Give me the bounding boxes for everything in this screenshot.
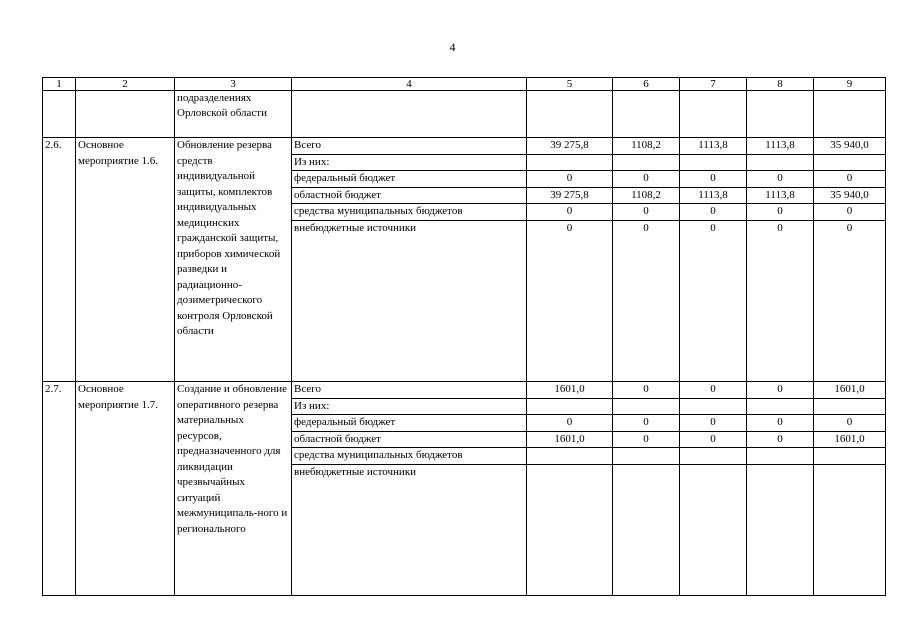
value-col-7: 0 (680, 171, 747, 188)
value-col-8 (747, 154, 814, 171)
value-col-8 (747, 398, 814, 415)
value-col-8: 0 (747, 382, 814, 399)
header-col-4: 4 (292, 78, 527, 91)
value-col-9: 1601,0 (814, 431, 886, 448)
value-col-5: 0 (527, 204, 613, 221)
cell (292, 236, 527, 382)
header-col-7: 7 (680, 78, 747, 91)
value-col-7 (680, 398, 747, 415)
value-col-5: 0 (527, 171, 613, 188)
funding-source: внебюджетные источники (292, 464, 527, 480)
cell (613, 480, 680, 596)
value-col-8: 0 (747, 204, 814, 221)
cell (680, 480, 747, 596)
funding-source: Из них: (292, 398, 527, 415)
funding-source: Всего (292, 382, 527, 399)
continuation-description: подразделениях Орловской области (175, 91, 292, 138)
value-col-9: 0 (814, 204, 886, 221)
value-col-9: 0 (814, 220, 886, 236)
value-col-7: 0 (680, 204, 747, 221)
header-col-2: 2 (76, 78, 175, 91)
value-col-5: 1601,0 (527, 382, 613, 399)
value-col-7: 0 (680, 220, 747, 236)
funding-source: областной бюджет (292, 187, 527, 204)
section-description: Обновление резерва средств индивидуальной защиты, комплектов индивидуальных медицинских гражданской защиты, приборов химической разведки и радиационно-дозиметрического контроля Орловской области (175, 138, 292, 382)
value-col-9 (814, 398, 886, 415)
value-col-5 (527, 398, 613, 415)
cell (747, 236, 814, 382)
continuation-row (43, 91, 886, 138)
cell (747, 91, 814, 138)
cell (527, 236, 613, 382)
section-name: Основное мероприятие 1.6. (76, 138, 175, 382)
value-col-7: 0 (680, 382, 747, 399)
table-row (43, 138, 886, 155)
funding-source: внебюджетные источники (292, 220, 527, 236)
section-number: 2.7. (43, 382, 76, 596)
value-col-7: 1113,8 (680, 138, 747, 155)
funding-source: федеральный бюджет (292, 415, 527, 432)
value-col-6 (613, 448, 680, 465)
value-col-8: 0 (747, 171, 814, 188)
cell (680, 236, 747, 382)
value-col-8: 1113,8 (747, 138, 814, 155)
header-col-9: 9 (814, 78, 886, 91)
cell (680, 91, 747, 138)
value-col-7: 0 (680, 431, 747, 448)
value-col-9 (814, 154, 886, 171)
value-col-9: 0 (814, 171, 886, 188)
funding-source: Всего (292, 138, 527, 155)
value-col-8: 1113,8 (747, 187, 814, 204)
header-col-1: 1 (43, 78, 76, 91)
value-col-7: 1113,8 (680, 187, 747, 204)
value-col-6: 0 (613, 204, 680, 221)
value-col-6: 0 (613, 171, 680, 188)
cell (292, 480, 527, 596)
funding-source: средства муниципальных бюджетов (292, 448, 527, 465)
value-col-7: 0 (680, 415, 747, 432)
value-col-8 (747, 464, 814, 480)
value-col-6: 0 (613, 382, 680, 399)
value-col-5 (527, 448, 613, 465)
header-col-5: 5 (527, 78, 613, 91)
value-col-9 (814, 448, 886, 465)
funding-source: областной бюджет (292, 431, 527, 448)
header-col-6: 6 (613, 78, 680, 91)
cell (527, 91, 613, 138)
cell (43, 91, 76, 138)
funding-source: Из них: (292, 154, 527, 171)
budget-table (42, 77, 886, 596)
value-col-6: 1108,2 (613, 138, 680, 155)
value-col-5 (527, 464, 613, 480)
cell (814, 236, 886, 382)
value-col-9: 0 (814, 415, 886, 432)
section-description: Создание и обновление оперативного резерва материальных ресурсов, предназначенного для ликвидации чрезвычайных ситуаций межмуниципаль-ного и регионального (175, 382, 292, 596)
value-col-8: 0 (747, 431, 814, 448)
value-col-5: 0 (527, 415, 613, 432)
page-number: 4 (449, 40, 456, 54)
cell (527, 480, 613, 596)
value-col-5: 0 (527, 220, 613, 236)
table-row (43, 382, 886, 399)
cell (292, 91, 527, 138)
value-col-9: 35 940,0 (814, 138, 886, 155)
value-col-9 (814, 464, 886, 480)
cell (613, 236, 680, 382)
value-col-8: 0 (747, 415, 814, 432)
value-col-6 (613, 398, 680, 415)
cell (814, 480, 886, 596)
cell (747, 480, 814, 596)
value-col-6: 0 (613, 220, 680, 236)
header-row (43, 78, 886, 91)
value-col-9: 35 940,0 (814, 187, 886, 204)
value-col-6 (613, 154, 680, 171)
funding-source: федеральный бюджет (292, 171, 527, 188)
value-col-5: 39 275,8 (527, 187, 613, 204)
value-col-8: 0 (747, 220, 814, 236)
value-col-8 (747, 448, 814, 465)
value-col-5 (527, 154, 613, 171)
cell (814, 91, 886, 138)
value-col-7 (680, 464, 747, 480)
value-col-5: 39 275,8 (527, 138, 613, 155)
value-col-6 (613, 464, 680, 480)
header-col-8: 8 (747, 78, 814, 91)
value-col-5: 1601,0 (527, 431, 613, 448)
value-col-9: 1601,0 (814, 382, 886, 399)
value-col-7 (680, 448, 747, 465)
value-col-7 (680, 154, 747, 171)
section-number: 2.6. (43, 138, 76, 382)
funding-source: средства муниципальных бюджетов (292, 204, 527, 221)
section-name: Основное мероприятие 1.7. (76, 382, 175, 596)
value-col-6: 0 (613, 415, 680, 432)
value-col-6: 0 (613, 431, 680, 448)
value-col-6: 1108,2 (613, 187, 680, 204)
cell (76, 91, 175, 138)
cell (613, 91, 680, 138)
header-col-3: 3 (175, 78, 292, 91)
